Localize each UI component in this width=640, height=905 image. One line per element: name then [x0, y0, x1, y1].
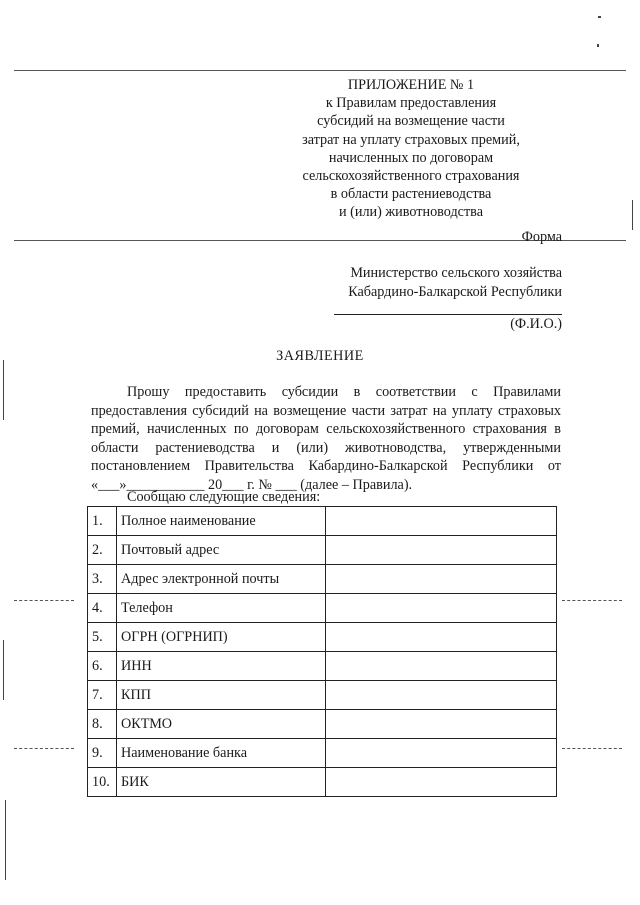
scan-speck [597, 44, 599, 47]
appendix-line: и (или) животноводства [338, 204, 483, 221]
row-number: 1. [88, 507, 117, 536]
row-label: Наименование банка [117, 739, 326, 768]
scan-line-bottom-left [14, 748, 74, 749]
row-label: ОКТМО [117, 710, 326, 739]
row-number: 5. [88, 623, 117, 652]
appendix-line: сельскохозяйственного страхования [302, 168, 520, 185]
table-row [88, 739, 557, 768]
row-value-field[interactable] [326, 565, 557, 594]
row-number: 4. [88, 594, 117, 623]
scan-line-table-right [562, 600, 622, 601]
appendix-line: субсидий на возмещение части [317, 113, 505, 130]
scan-line-bottom-right [562, 748, 622, 749]
row-value-field[interactable] [326, 594, 557, 623]
row-number: 9. [88, 739, 117, 768]
recipient-line-2: Кабардино-Балкарской Республики [348, 283, 562, 300]
row-value-field[interactable] [326, 623, 557, 652]
row-value-field[interactable] [326, 768, 557, 797]
row-value-field[interactable] [326, 652, 557, 681]
table-row [88, 594, 557, 623]
document-title: ЗАЯВЛЕНИЕ [276, 348, 364, 364]
scan-margin-mark [632, 200, 633, 230]
table-row [88, 768, 557, 797]
scan-line-table-left [14, 600, 74, 601]
row-number: 7. [88, 681, 117, 710]
row-number: 10. [88, 768, 117, 797]
row-number: 8. [88, 710, 117, 739]
row-label: Адрес электронной почты [117, 565, 326, 594]
appendix-line: начисленных по договорам [328, 149, 494, 166]
table-row [88, 710, 557, 739]
row-value-field[interactable] [326, 710, 557, 739]
row-label: Почтовый адрес [117, 536, 326, 565]
row-label: БИК [117, 768, 326, 797]
row-label: ОГРН (ОГРНИП) [117, 623, 326, 652]
row-label: Полное наименование [117, 507, 326, 536]
scan-margin-mark [3, 640, 4, 700]
fio-label: (Ф.И.О.) [510, 316, 562, 332]
recipient-line-1: Министерство сельского хозяйства [350, 265, 562, 281]
row-value-field[interactable] [326, 739, 557, 768]
inform-line: Сообщаю следующие сведения: [127, 489, 321, 505]
appendix-title: ПРИЛОЖЕНИЕ № 1 [347, 77, 475, 93]
row-number: 3. [88, 565, 117, 594]
row-value-field[interactable] [326, 536, 557, 565]
application-body [91, 383, 561, 495]
table-row [88, 652, 557, 681]
scan-margin-mark [3, 360, 4, 420]
appendix-header [300, 76, 522, 222]
body-paragraph: Прошу предоставить субсидии в соответствии с Правилами предоставления субсидий на возмещение части затрат на уплату страховых премий, начисленных по договорам сельскохозяйственного страхования в области растениеводства и (или) животноводства, утвержденными постановлением Правительства Кабардино-Балкарской Республики от «___»___________ 20___ г. № ___ (далее – Правила). [91, 384, 561, 493]
info-table [87, 506, 557, 797]
appendix-line: к Правилам предоставления [325, 95, 497, 112]
scan-margin-mark [5, 800, 6, 880]
row-label: Телефон [117, 594, 326, 623]
table-row [88, 681, 557, 710]
row-number: 2. [88, 536, 117, 565]
recipient-block [320, 264, 562, 301]
table-row [88, 565, 557, 594]
scan-line-top [14, 70, 626, 71]
row-label: ИНН [117, 652, 326, 681]
appendix-line: затрат на уплату страховых премий, [302, 131, 520, 148]
appendix-line: в области растениеводства [330, 186, 492, 203]
row-value-field[interactable] [326, 681, 557, 710]
scan-speck [598, 16, 601, 18]
table-row [88, 623, 557, 652]
row-value-field[interactable] [326, 507, 557, 536]
form-label: Форма [521, 229, 562, 245]
row-label: КПП [117, 681, 326, 710]
row-number: 6. [88, 652, 117, 681]
table-row [88, 536, 557, 565]
signature-line [334, 314, 562, 315]
table-row [88, 507, 557, 536]
